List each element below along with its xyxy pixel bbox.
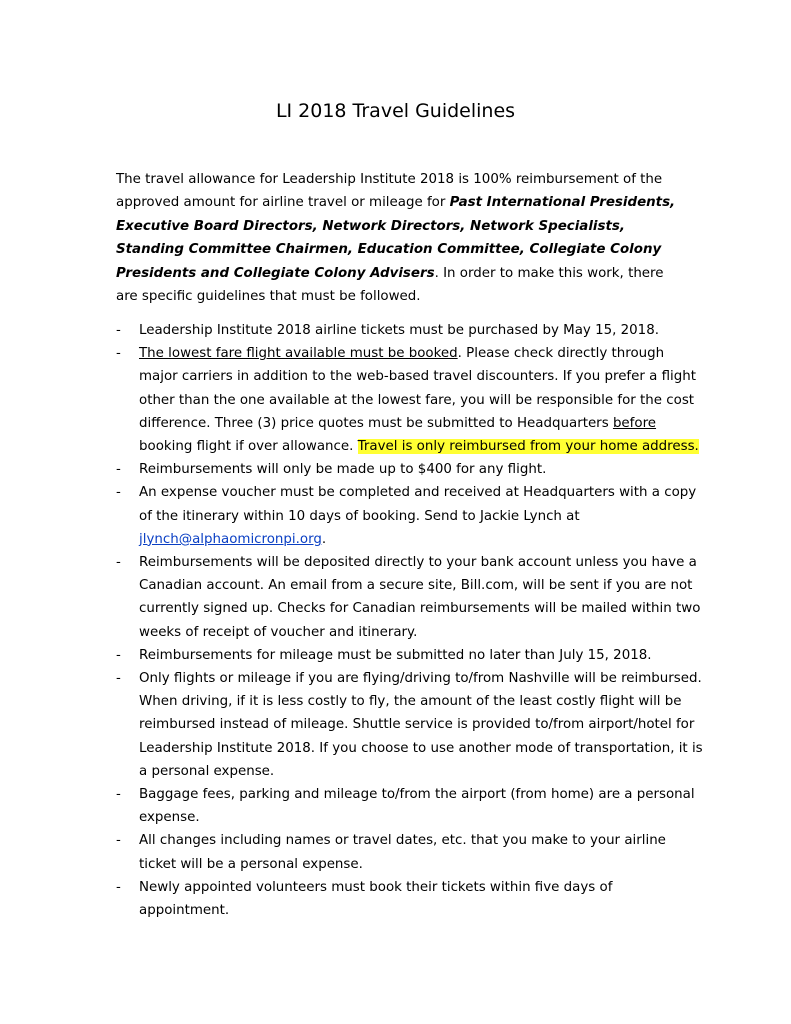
before-emphasis: before [612, 415, 657, 431]
item-text: An expense voucher must be completed and received at Headquarters with a copy of the itinerary within 10 days of booking. Send to Jackie Lynch at [139, 485, 697, 524]
bullet-dash: - [116, 323, 121, 338]
list-item [116, 319, 706, 342]
home-address-highlight: Travel is only reimbursed from your home address. [357, 439, 699, 455]
list-item [116, 644, 706, 667]
item-text: Baggage fees, parking and mileage to/from the airport (from home) are a personal expense. [139, 787, 695, 826]
list-item [116, 458, 706, 481]
item-text: Reimbursements will only be made up to $400 for any flight. [139, 462, 547, 478]
bullet-dash: - [116, 671, 121, 687]
item-text: booking flight if over allowance. [139, 439, 358, 455]
bullet-dash: - [116, 462, 121, 478]
item-text: Newly appointed volunteers must book their tickets within five days of appointment. [139, 879, 613, 919]
intro-paragraph [116, 168, 676, 308]
lowest-fare-rule: The lowest fare flight available must be booked [139, 346, 458, 362]
bullet-dash: - [116, 833, 121, 849]
intro-lead: The travel allowance for Leadership Institute 2018 is 100% reimbursement of the approved amount for airline travel or mileage for [116, 172, 663, 211]
bullet-dash: - [116, 647, 121, 663]
bullet-dash: - [116, 485, 121, 501]
bullet-dash: - [116, 879, 121, 895]
item-text: Reimbursements for mileage must be submitted no later than July 15, 2018. [139, 647, 652, 663]
page-title: LI 2018 Travel Guidelines [275, 100, 516, 122]
item-text: Reimbursements will be deposited directly to your bank account unless you have a Canadian account. An email from a secure site, Bill.com, will be sent if you are not currently signed up. Checks for Canadian reimbursements will be mailed within two weeks of receipt of voucher and itinerary. [139, 555, 701, 640]
bullet-dash: - [116, 346, 121, 362]
list-item [116, 551, 706, 644]
bullet-dash: - [116, 787, 121, 803]
item-text: . [321, 531, 327, 547]
bullet-dash: - [116, 555, 121, 571]
item-text: All changes including names or travel dates, etc. that you make to your airline ticket will be a personal expense. [139, 833, 666, 872]
list-item [116, 876, 706, 922]
list-item [116, 667, 706, 783]
list-item [116, 481, 706, 551]
item-text: Only flights or mileage if you are flying/driving to/from Nashville will be reimbursed. When driving, if it is less costly to fly, the amount of the least costly flight will be reimbursed instead of mileage. Shuttle service is provided to/from airport/hotel for Leadership Institute 2018. If you choose to use another mode of transportation, it is a personal expense. [139, 671, 703, 779]
list-item [116, 829, 706, 875]
item-text: . Please check directly through major carriers in addition to the web-based travel discounters. If you prefer a flight other than the one available at the lowest fare, you will be responsible for the cost difference. Three (3) price quotes must be submitted to Headquarters [139, 346, 696, 431]
guidelines-list [116, 319, 706, 922]
item-text: Leadership Institute 2018 airline tickets must be purchased by May 15, 2018. [139, 323, 659, 338]
email-link[interactable]: jlynch@alphaomicronpi.org [139, 531, 322, 547]
list-item [116, 342, 706, 458]
list-item [116, 783, 706, 829]
intro-tail: . In order to make this work, there are specific guidelines that must be followed. [116, 265, 664, 305]
eligible-roles: Past International Presidents, Executive Board Directors, Network Directors, Network Specialists, Standing Committee Chairmen, Education Committee, Collegiate Colony Presidents and Collegiate Colony Advisers [116, 195, 676, 281]
